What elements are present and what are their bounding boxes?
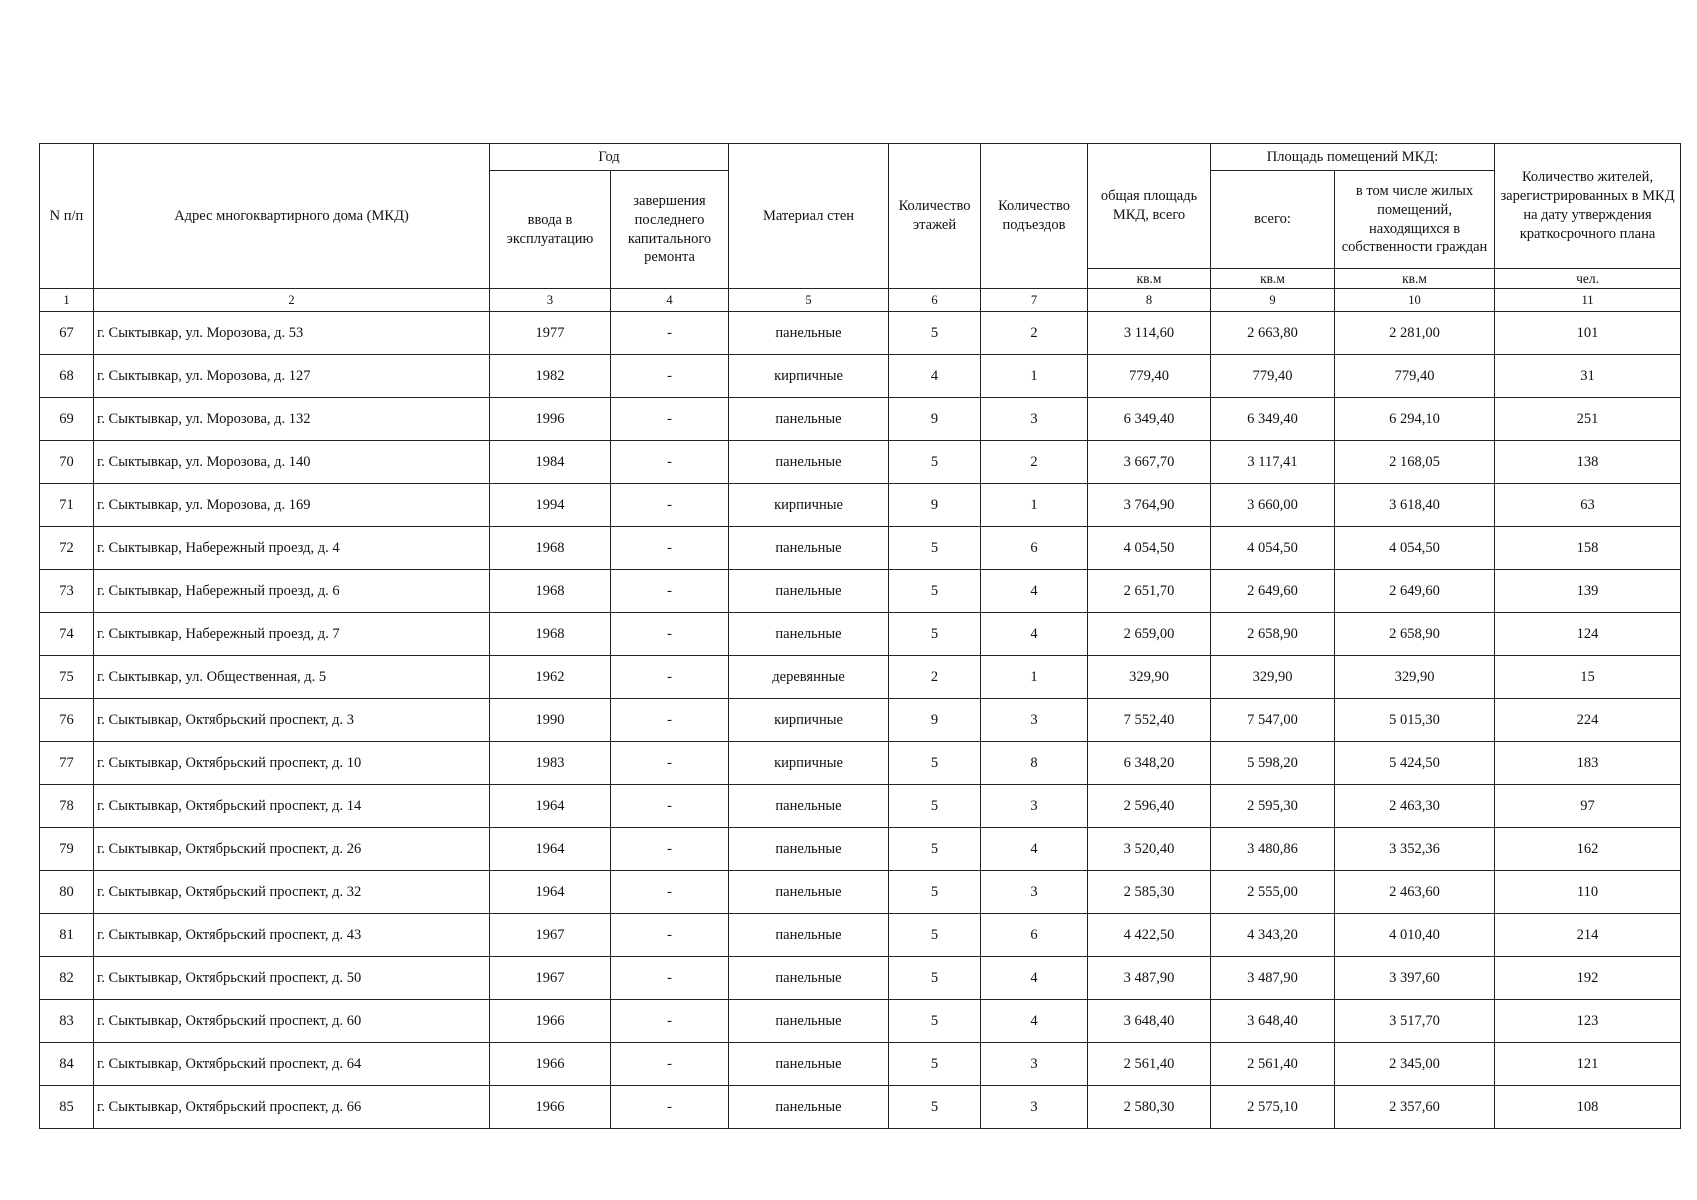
cell-year-repair: - — [611, 656, 729, 699]
cell-year-repair: - — [611, 1000, 729, 1043]
cell-wall-material: панельные — [729, 398, 889, 441]
cell-year-commission: 1964 — [490, 871, 611, 914]
cell-year-repair: - — [611, 570, 729, 613]
column-number-row — [40, 289, 1681, 312]
cell-premises-total: 4 054,50 — [1211, 527, 1335, 570]
cell-premises-total: 3 487,90 — [1211, 957, 1335, 1000]
cell-premises-owned: 5 015,30 — [1335, 699, 1495, 742]
cell-residents: 124 — [1495, 613, 1681, 656]
column-number: 3 — [490, 289, 611, 312]
cell-year-repair: - — [611, 699, 729, 742]
cell-premises-owned: 329,90 — [1335, 656, 1495, 699]
cell-total-area: 3 648,40 — [1088, 1000, 1211, 1043]
cell-num: 80 — [40, 871, 94, 914]
cell-premises-owned: 2 281,00 — [1335, 312, 1495, 355]
cell-premises-total: 779,40 — [1211, 355, 1335, 398]
cell-entrances: 3 — [981, 871, 1088, 914]
cell-floors: 5 — [889, 1043, 981, 1086]
cell-total-area: 3 764,90 — [1088, 484, 1211, 527]
cell-year-repair: - — [611, 398, 729, 441]
cell-address: г. Сыктывкар, Октябрьский проспект, д. 43 — [94, 914, 490, 957]
cell-num: 83 — [40, 1000, 94, 1043]
cell-wall-material: панельные — [729, 441, 889, 484]
table-row — [40, 871, 1681, 914]
cell-total-area: 4 422,50 — [1088, 914, 1211, 957]
cell-year-commission: 1968 — [490, 570, 611, 613]
cell-year-repair: - — [611, 1043, 729, 1086]
cell-address: г. Сыктывкар, ул. Общественная, д. 5 — [94, 656, 490, 699]
table-row — [40, 570, 1681, 613]
cell-floors: 9 — [889, 699, 981, 742]
cell-premises-owned: 5 424,50 — [1335, 742, 1495, 785]
cell-premises-owned: 6 294,10 — [1335, 398, 1495, 441]
cell-year-commission: 1968 — [490, 613, 611, 656]
cell-wall-material: панельные — [729, 312, 889, 355]
cell-premises-owned: 2 463,60 — [1335, 871, 1495, 914]
cell-total-area: 2 659,00 — [1088, 613, 1211, 656]
cell-address: г. Сыктывкар, ул. Морозова, д. 53 — [94, 312, 490, 355]
cell-wall-material: деревянные — [729, 656, 889, 699]
cell-residents: 251 — [1495, 398, 1681, 441]
cell-num: 70 — [40, 441, 94, 484]
cell-entrances: 4 — [981, 828, 1088, 871]
cell-num: 78 — [40, 785, 94, 828]
cell-year-commission: 1983 — [490, 742, 611, 785]
cell-entrances: 3 — [981, 1086, 1088, 1129]
cell-residents: 63 — [1495, 484, 1681, 527]
cell-residents: 97 — [1495, 785, 1681, 828]
cell-floors: 5 — [889, 957, 981, 1000]
cell-entrances: 3 — [981, 398, 1088, 441]
cell-floors: 5 — [889, 828, 981, 871]
cell-entrances: 4 — [981, 613, 1088, 656]
cell-total-area: 6 349,40 — [1088, 398, 1211, 441]
cell-wall-material: кирпичные — [729, 484, 889, 527]
housing-table — [39, 143, 1681, 1129]
header-entrances: Количество подъездов — [981, 144, 1088, 289]
cell-floors: 5 — [889, 441, 981, 484]
cell-wall-material: панельные — [729, 828, 889, 871]
cell-residents: 108 — [1495, 1086, 1681, 1129]
cell-premises-owned: 3 618,40 — [1335, 484, 1495, 527]
cell-premises-total: 7 547,00 — [1211, 699, 1335, 742]
cell-year-commission: 1966 — [490, 1086, 611, 1129]
cell-residents: 15 — [1495, 656, 1681, 699]
cell-address: г. Сыктывкар, Набережный проезд, д. 7 — [94, 613, 490, 656]
cell-premises-total: 2 575,10 — [1211, 1086, 1335, 1129]
cell-address: г. Сыктывкар, Набережный проезд, д. 4 — [94, 527, 490, 570]
cell-wall-material: кирпичные — [729, 699, 889, 742]
header-total-area: общая площадь МКД, всего — [1088, 144, 1211, 269]
table-row — [40, 785, 1681, 828]
cell-floors: 5 — [889, 871, 981, 914]
cell-address: г. Сыктывкар, Октябрьский проспект, д. 64 — [94, 1043, 490, 1086]
cell-address: г. Сыктывкар, Октябрьский проспект, д. 10 — [94, 742, 490, 785]
header-year: Год — [490, 144, 729, 171]
cell-premises-owned: 2 463,30 — [1335, 785, 1495, 828]
cell-address: г. Сыктывкар, Октябрьский проспект, д. 60 — [94, 1000, 490, 1043]
cell-year-commission: 1964 — [490, 785, 611, 828]
cell-year-repair: - — [611, 613, 729, 656]
column-number: 10 — [1335, 289, 1495, 312]
header-address: Адрес многоквартирного дома (МКД) — [94, 144, 490, 289]
cell-total-area: 779,40 — [1088, 355, 1211, 398]
cell-entrances: 6 — [981, 527, 1088, 570]
cell-total-area: 2 651,70 — [1088, 570, 1211, 613]
cell-premises-total: 2 561,40 — [1211, 1043, 1335, 1086]
cell-floors: 2 — [889, 656, 981, 699]
cell-year-repair: - — [611, 785, 729, 828]
cell-year-repair: - — [611, 828, 729, 871]
cell-premises-total: 2 595,30 — [1211, 785, 1335, 828]
unit-premises-total: кв.м — [1211, 269, 1335, 289]
cell-residents: 192 — [1495, 957, 1681, 1000]
cell-year-commission: 1968 — [490, 527, 611, 570]
cell-total-area: 4 054,50 — [1088, 527, 1211, 570]
table-header — [40, 144, 1681, 312]
table-row — [40, 957, 1681, 1000]
cell-year-commission: 1984 — [490, 441, 611, 484]
cell-entrances: 1 — [981, 355, 1088, 398]
cell-address: г. Сыктывкар, Октябрьский проспект, д. 66 — [94, 1086, 490, 1129]
header-residents: Количество жителей, зарегистрированных в МКД на дату утверждения краткосрочного плана — [1495, 144, 1681, 269]
cell-wall-material: панельные — [729, 1086, 889, 1129]
cell-residents: 121 — [1495, 1043, 1681, 1086]
cell-floors: 5 — [889, 613, 981, 656]
cell-address: г. Сыктывкар, Октябрьский проспект, д. 26 — [94, 828, 490, 871]
cell-floors: 9 — [889, 398, 981, 441]
cell-num: 69 — [40, 398, 94, 441]
column-number: 9 — [1211, 289, 1335, 312]
cell-wall-material: панельные — [729, 527, 889, 570]
cell-num: 84 — [40, 1043, 94, 1086]
table-row — [40, 656, 1681, 699]
cell-num: 75 — [40, 656, 94, 699]
cell-wall-material: кирпичные — [729, 355, 889, 398]
cell-address: г. Сыктывкар, ул. Морозова, д. 127 — [94, 355, 490, 398]
cell-premises-total: 3 648,40 — [1211, 1000, 1335, 1043]
cell-year-repair: - — [611, 484, 729, 527]
cell-entrances: 3 — [981, 1043, 1088, 1086]
table-row — [40, 398, 1681, 441]
cell-floors: 5 — [889, 527, 981, 570]
cell-premises-owned: 2 345,00 — [1335, 1043, 1495, 1086]
cell-entrances: 2 — [981, 441, 1088, 484]
cell-floors: 5 — [889, 742, 981, 785]
cell-residents: 31 — [1495, 355, 1681, 398]
table-row — [40, 742, 1681, 785]
cell-premises-owned: 2 649,60 — [1335, 570, 1495, 613]
cell-premises-owned: 3 397,60 — [1335, 957, 1495, 1000]
cell-total-area: 2 585,30 — [1088, 871, 1211, 914]
cell-total-area: 6 348,20 — [1088, 742, 1211, 785]
cell-wall-material: панельные — [729, 957, 889, 1000]
column-number: 5 — [729, 289, 889, 312]
cell-entrances: 4 — [981, 570, 1088, 613]
cell-premises-owned: 2 658,90 — [1335, 613, 1495, 656]
table-row — [40, 914, 1681, 957]
cell-entrances: 1 — [981, 484, 1088, 527]
cell-residents: 139 — [1495, 570, 1681, 613]
cell-num: 72 — [40, 527, 94, 570]
unit-premises-owned: кв.м — [1335, 269, 1495, 289]
cell-total-area: 3 667,70 — [1088, 441, 1211, 484]
cell-wall-material: панельные — [729, 914, 889, 957]
cell-num: 73 — [40, 570, 94, 613]
cell-premises-owned: 3 352,36 — [1335, 828, 1495, 871]
cell-wall-material: панельные — [729, 871, 889, 914]
table-row — [40, 312, 1681, 355]
cell-residents: 101 — [1495, 312, 1681, 355]
header-wall-material: Материал стен — [729, 144, 889, 289]
header-year-repair: завершения последнего капитального ремонта — [611, 171, 729, 289]
cell-floors: 5 — [889, 785, 981, 828]
cell-premises-owned: 4 010,40 — [1335, 914, 1495, 957]
cell-premises-total: 4 343,20 — [1211, 914, 1335, 957]
cell-address: г. Сыктывкар, Октябрьский проспект, д. 32 — [94, 871, 490, 914]
cell-year-commission: 1966 — [490, 1000, 611, 1043]
cell-entrances: 2 — [981, 312, 1088, 355]
cell-residents: 162 — [1495, 828, 1681, 871]
cell-num: 74 — [40, 613, 94, 656]
cell-wall-material: кирпичные — [729, 742, 889, 785]
cell-address: г. Сыктывкар, ул. Морозова, д. 169 — [94, 484, 490, 527]
cell-total-area: 2 561,40 — [1088, 1043, 1211, 1086]
cell-total-area: 329,90 — [1088, 656, 1211, 699]
cell-num: 82 — [40, 957, 94, 1000]
cell-num: 71 — [40, 484, 94, 527]
column-number: 2 — [94, 289, 490, 312]
cell-total-area: 3 487,90 — [1088, 957, 1211, 1000]
table-row — [40, 441, 1681, 484]
cell-total-area: 3 114,60 — [1088, 312, 1211, 355]
table-row — [40, 1000, 1681, 1043]
cell-floors: 5 — [889, 570, 981, 613]
cell-floors: 4 — [889, 355, 981, 398]
table-row — [40, 1043, 1681, 1086]
cell-residents: 110 — [1495, 871, 1681, 914]
cell-num: 68 — [40, 355, 94, 398]
cell-year-commission: 1967 — [490, 914, 611, 957]
cell-address: г. Сыктывкар, ул. Морозова, д. 140 — [94, 441, 490, 484]
cell-year-commission: 1967 — [490, 957, 611, 1000]
table-row — [40, 699, 1681, 742]
cell-premises-owned: 2 168,05 — [1335, 441, 1495, 484]
column-number: 1 — [40, 289, 94, 312]
cell-year-commission: 1966 — [490, 1043, 611, 1086]
column-number: 7 — [981, 289, 1088, 312]
cell-residents: 224 — [1495, 699, 1681, 742]
cell-floors: 5 — [889, 914, 981, 957]
cell-num: 81 — [40, 914, 94, 957]
cell-entrances: 4 — [981, 1000, 1088, 1043]
cell-year-repair: - — [611, 441, 729, 484]
cell-residents: 123 — [1495, 1000, 1681, 1043]
cell-entrances: 8 — [981, 742, 1088, 785]
cell-year-commission: 1990 — [490, 699, 611, 742]
cell-entrances: 1 — [981, 656, 1088, 699]
cell-address: г. Сыктывкар, ул. Морозова, д. 132 — [94, 398, 490, 441]
unit-total-area: кв.м — [1088, 269, 1211, 289]
column-number: 4 — [611, 289, 729, 312]
cell-wall-material: панельные — [729, 613, 889, 656]
header-year-commission: ввода в эксплуатацию — [490, 171, 611, 289]
cell-premises-total: 2 658,90 — [1211, 613, 1335, 656]
cell-year-commission: 1982 — [490, 355, 611, 398]
table-row — [40, 613, 1681, 656]
header-premises-total: всего: — [1211, 171, 1335, 269]
header-premises-area: Площадь помещений МКД: — [1211, 144, 1495, 171]
unit-residents: чел. — [1495, 269, 1681, 289]
cell-num: 79 — [40, 828, 94, 871]
cell-num: 77 — [40, 742, 94, 785]
table-row — [40, 527, 1681, 570]
column-number: 8 — [1088, 289, 1211, 312]
cell-residents: 183 — [1495, 742, 1681, 785]
cell-premises-owned: 4 054,50 — [1335, 527, 1495, 570]
cell-year-commission: 1977 — [490, 312, 611, 355]
cell-floors: 5 — [889, 1000, 981, 1043]
cell-entrances: 3 — [981, 785, 1088, 828]
table-row — [40, 1086, 1681, 1129]
table-row — [40, 484, 1681, 527]
cell-premises-owned: 3 517,70 — [1335, 1000, 1495, 1043]
cell-premises-total: 329,90 — [1211, 656, 1335, 699]
cell-premises-total: 2 649,60 — [1211, 570, 1335, 613]
cell-premises-total: 3 117,41 — [1211, 441, 1335, 484]
cell-premises-total: 2 663,80 — [1211, 312, 1335, 355]
cell-year-commission: 1962 — [490, 656, 611, 699]
cell-entrances: 3 — [981, 699, 1088, 742]
cell-year-repair: - — [611, 957, 729, 1000]
cell-entrances: 6 — [981, 914, 1088, 957]
cell-num: 76 — [40, 699, 94, 742]
cell-wall-material: панельные — [729, 785, 889, 828]
cell-year-repair: - — [611, 527, 729, 570]
cell-premises-total: 6 349,40 — [1211, 398, 1335, 441]
cell-premises-total: 3 660,00 — [1211, 484, 1335, 527]
cell-num: 67 — [40, 312, 94, 355]
column-number: 6 — [889, 289, 981, 312]
cell-year-repair: - — [611, 871, 729, 914]
cell-wall-material: панельные — [729, 570, 889, 613]
header-floors: Количество этажей — [889, 144, 981, 289]
table-body — [40, 312, 1681, 1129]
cell-num: 85 — [40, 1086, 94, 1129]
cell-premises-total: 3 480,86 — [1211, 828, 1335, 871]
cell-year-repair: - — [611, 355, 729, 398]
cell-premises-owned: 2 357,60 — [1335, 1086, 1495, 1129]
cell-floors: 9 — [889, 484, 981, 527]
cell-total-area: 2 596,40 — [1088, 785, 1211, 828]
cell-year-repair: - — [611, 1086, 729, 1129]
cell-year-repair: - — [611, 914, 729, 957]
cell-address: г. Сыктывкар, Октябрьский проспект, д. 14 — [94, 785, 490, 828]
header-premises-owned: в том числе жилых помещений, находящихся в собственности граждан — [1335, 171, 1495, 269]
cell-address: г. Сыктывкар, Набережный проезд, д. 6 — [94, 570, 490, 613]
cell-total-area: 7 552,40 — [1088, 699, 1211, 742]
column-number: 11 — [1495, 289, 1681, 312]
cell-premises-total: 5 598,20 — [1211, 742, 1335, 785]
cell-residents: 138 — [1495, 441, 1681, 484]
cell-premises-total: 2 555,00 — [1211, 871, 1335, 914]
cell-year-commission: 1994 — [490, 484, 611, 527]
cell-year-commission: 1996 — [490, 398, 611, 441]
cell-entrances: 4 — [981, 957, 1088, 1000]
cell-residents: 214 — [1495, 914, 1681, 957]
cell-year-repair: - — [611, 742, 729, 785]
cell-year-commission: 1964 — [490, 828, 611, 871]
cell-total-area: 2 580,30 — [1088, 1086, 1211, 1129]
cell-wall-material: панельные — [729, 1043, 889, 1086]
cell-premises-owned: 779,40 — [1335, 355, 1495, 398]
cell-year-repair: - — [611, 312, 729, 355]
cell-address: г. Сыктывкар, Октябрьский проспект, д. 50 — [94, 957, 490, 1000]
cell-wall-material: панельные — [729, 1000, 889, 1043]
cell-floors: 5 — [889, 312, 981, 355]
header-num: N п/п — [40, 144, 94, 289]
table-row — [40, 355, 1681, 398]
cell-floors: 5 — [889, 1086, 981, 1129]
cell-total-area: 3 520,40 — [1088, 828, 1211, 871]
cell-address: г. Сыктывкар, Октябрьский проспект, д. 3 — [94, 699, 490, 742]
table-row — [40, 828, 1681, 871]
cell-residents: 158 — [1495, 527, 1681, 570]
